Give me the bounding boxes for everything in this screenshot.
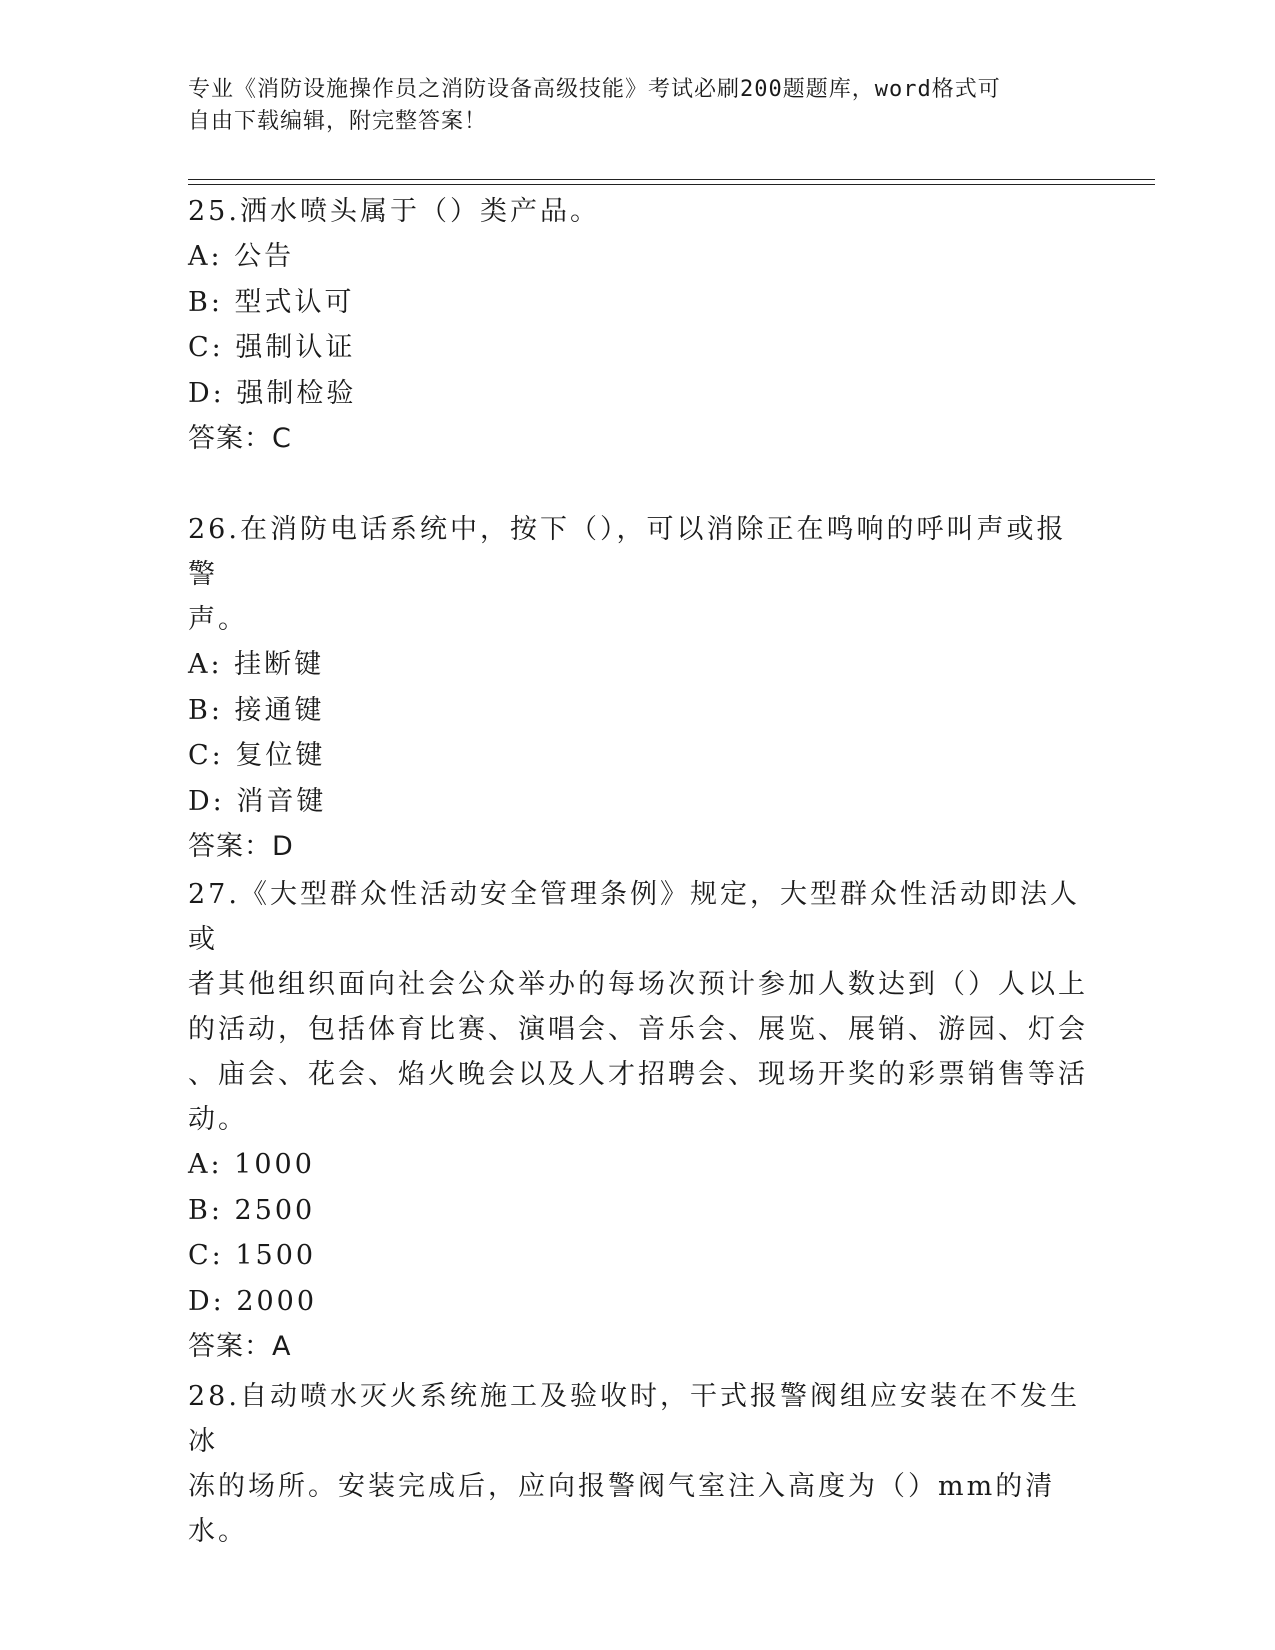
- option-a: A: 1000: [188, 1149, 315, 1180]
- option-c: C: 强制认证: [188, 332, 356, 363]
- question-26: [188, 507, 1088, 870]
- header-text: 专业《消防设施操作员之消防设备高级技能》考试必刷200题题库，word格式可 自由下载编辑，附完整答案！: [188, 77, 1001, 134]
- answer: 答案：C: [188, 423, 292, 454]
- option-b: B: 2500: [188, 1194, 316, 1226]
- question-27: [188, 872, 1088, 1370]
- question-text: 28.自动喷水灭火系统施工及验收时，干式报警阀组应安装在不发生冰 冻的场所。安装完成后，应向报警阀气室注入高度为（）mm的清水。: [188, 1381, 1080, 1547]
- question-text: 25.洒水喷头属于（）类产品。: [188, 196, 600, 227]
- option-d: D: 2000: [188, 1285, 318, 1317]
- option-a: A: 挂断键: [188, 649, 325, 680]
- option-d: D: 强制检验: [188, 377, 357, 409]
- question-25: [188, 189, 1088, 462]
- question-28: [188, 1374, 1088, 1554]
- option-b: B: 接通键: [188, 694, 325, 726]
- header-divider-top: [188, 179, 1155, 180]
- option-c: C: 1500: [188, 1240, 317, 1271]
- option-b: B: 型式认可: [188, 286, 355, 318]
- option-c: C: 复位键: [188, 740, 326, 771]
- answer: 答案：A: [188, 1331, 292, 1362]
- option-a: A: 公告: [188, 241, 295, 272]
- question-text: 26.在消防电话系统中，按下（），可以消除正在鸣响的呼叫声或报警 声。: [188, 514, 1067, 635]
- question-text: 27.《大型群众性活动安全管理条例》规定，大型群众性活动即法人或 者其他组织面向社会公众举办的每场次预计参加人数达到（）人以上 的活动，包括体育比赛、演唱会、音乐会、展览、展销、游园、灯会 、庙会、花会、焰火晚会以及人才招聘会、现场开奖的彩票销售等活 动。: [188, 879, 1088, 1135]
- option-d: D: 消音键: [188, 785, 327, 817]
- header-divider-bottom: [188, 184, 1155, 185]
- answer: 答案：D: [188, 831, 294, 862]
